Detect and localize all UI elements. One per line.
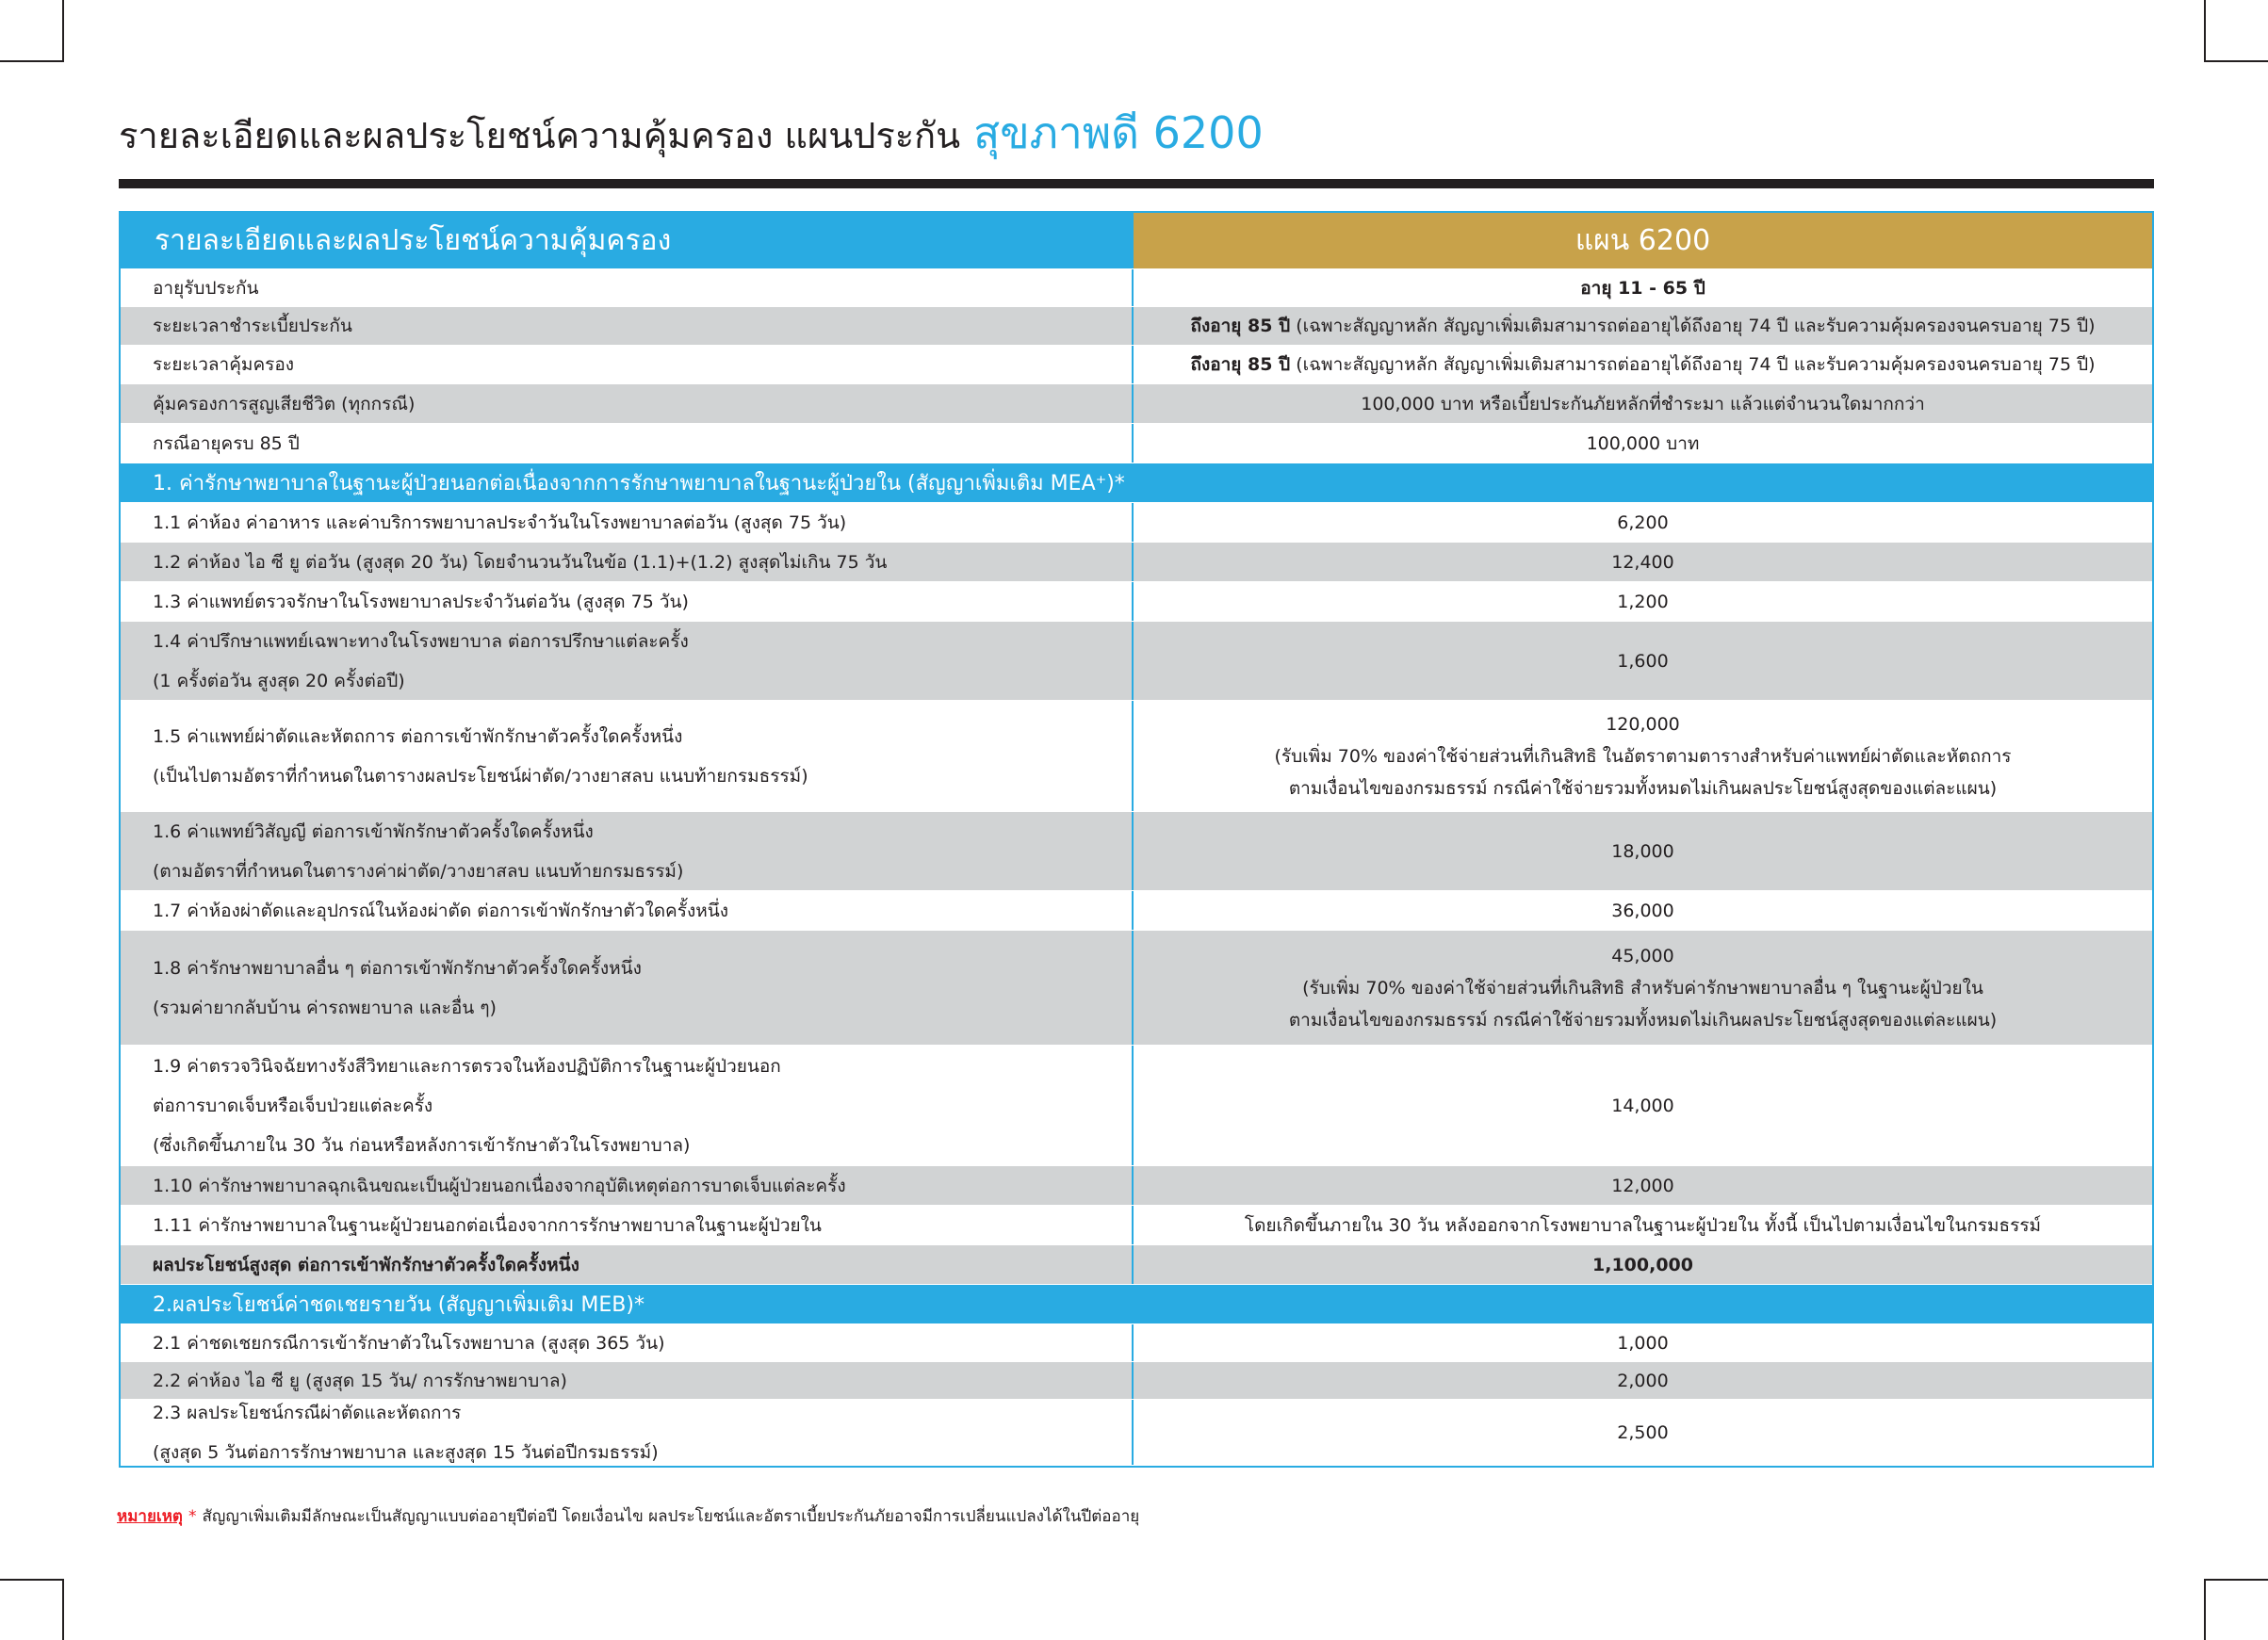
page-title-main: รายละเอียดและผลประโยชน์ความคุ้มครอง แผนประกัน bbox=[119, 115, 961, 156]
crop-mark-top-right bbox=[2204, 0, 2206, 62]
row-value-cell bbox=[1134, 1400, 2152, 1465]
row-label-cell bbox=[121, 582, 1134, 621]
footnote-text: สัญญาเพิ่มเติมมีลักษณะเป็นสัญญาแบบต่ออายุปีต่อปี โดยเงื่อนไข ผลประโยชน์และอัตราเบี้ยประกันภัยอาจมีการเปลี่ยนแปลงได้ในปีต่ออายุ bbox=[202, 1507, 1140, 1526]
row-value-bold: ถึงอายุ 85 ปี bbox=[1190, 354, 1291, 375]
header-plan: แผน 6200 bbox=[1134, 213, 2152, 268]
row-label: 1.4 ค่าปรึกษาแพทย์เฉพาะทางในโรงพยาบาล ต่อการปรึกษาแต่ละครั้ง bbox=[153, 630, 689, 652]
table-row bbox=[121, 269, 2152, 307]
row-value: 6,200 bbox=[1617, 511, 1669, 533]
row-value-cell bbox=[1134, 1166, 2152, 1205]
row-value-bold: ถึงอายุ 85 ปี bbox=[1190, 316, 1291, 336]
row-value: (รับเพิ่ม 70% ของค่าใช้จ่ายส่วนที่เกินสิทธิ สำหรับค่ารักษาพยาบาลอื่น ๆ ในฐานะผู้ป่วยใน bbox=[1302, 977, 1983, 999]
row-label: 1.9 ค่าตรวจวินิจฉัยทางรังสีวิทยาและการตรวจในห้องปฏิบัติการในฐานะผู้ป่วยนอก bbox=[153, 1055, 781, 1077]
row-label: ระยะเวลาชำระเบี้ยประกัน bbox=[153, 316, 352, 336]
crop-mark-bottom-left bbox=[0, 1579, 64, 1581]
footnote-asterisk: * bbox=[188, 1507, 197, 1526]
row-label: 2.2 ค่าห้อง ไอ ซี ยู (สูงสุด 15 วัน/ การรักษาพยาบาล) bbox=[153, 1370, 567, 1391]
row-label-cell bbox=[121, 307, 1134, 345]
row-value: 2,000 bbox=[1617, 1370, 1669, 1391]
crop-mark-bottom-right bbox=[2204, 1579, 2206, 1640]
row-label: 1.7 ค่าห้องผ่าตัดและอุปกรณ์ในห้องผ่าตัด ต่อการเข้าพักรักษาตัวใดครั้งหนึ่ง bbox=[153, 900, 729, 921]
section-1-header bbox=[121, 463, 2152, 503]
row-label: 1.2 ค่าห้อง ไอ ซี ยู ต่อวัน (สูงสุด 20 วัน) โดยจำนวนวันในข้อ (1.1)+(1.2) สูงสุดไม่เกิน 75 วัน bbox=[153, 551, 888, 573]
row-value: (รับเพิ่ม 70% ของค่าใช้จ่ายส่วนที่เกินสิทธิ ในอัตราตามตารางสำหรับค่าแพทย์ผ่าตัดและหัตถการ bbox=[1274, 745, 2012, 767]
page-title bbox=[119, 99, 1264, 165]
row-label: กรณีอายุครบ 85 ปี bbox=[153, 432, 300, 454]
max-benefit-label: ผลประโยชน์สูงสุด ต่อการเข้าพักรักษาตัวครั้งใดครั้งหนึ่ง bbox=[153, 1254, 579, 1275]
crop-mark-top-left bbox=[62, 0, 64, 62]
row-label-cell bbox=[121, 622, 1134, 700]
row-label: (1 ครั้งต่อวัน สูงสุด 20 ครั้งต่อปี) bbox=[153, 670, 405, 691]
row-label-cell bbox=[121, 424, 1134, 463]
row-value-cell bbox=[1134, 503, 2152, 542]
max-benefit-value: 1,100,000 bbox=[1592, 1254, 1693, 1275]
row-label-cell bbox=[121, 346, 1134, 383]
table-row bbox=[121, 1324, 2152, 1362]
row-value-cell bbox=[1134, 931, 2152, 1045]
row-value: 2,500 bbox=[1617, 1421, 1669, 1443]
row-value: 12,000 bbox=[1611, 1175, 1674, 1196]
table-row bbox=[121, 503, 2152, 543]
table-row bbox=[121, 1046, 2152, 1166]
row-value-cell bbox=[1134, 424, 2152, 463]
row-label-cell bbox=[121, 931, 1134, 1045]
row-value-text: (เฉพาะสัญญาหลัก สัญญาเพิ่มเติมสามารถต่ออายุได้ถึงอายุ 74 ปี และรับความคุ้มครองจนครบอายุ 75 ปี) bbox=[1290, 316, 2096, 336]
table-row bbox=[121, 812, 2152, 891]
table-row bbox=[121, 1166, 2152, 1206]
row-label: 1.1 ค่าห้อง ค่าอาหาร และค่าบริการพยาบาลประจำวันในโรงพยาบาลต่อวัน (สูงสุด 75 วัน) bbox=[153, 511, 847, 533]
row-value-cell bbox=[1134, 269, 2152, 306]
row-value-cell bbox=[1134, 701, 2152, 811]
table-row bbox=[121, 622, 2152, 701]
row-value-cell bbox=[1134, 891, 2152, 930]
row-value-cell bbox=[1134, 582, 2152, 621]
row-label-cell bbox=[121, 891, 1134, 930]
row-label-cell bbox=[121, 812, 1134, 890]
row-label: 2.1 ค่าชดเชยกรณีการเข้ารักษาตัวในโรงพยาบาล (สูงสุด 365 วัน) bbox=[153, 1332, 665, 1354]
row-label: ระยะเวลาคุ้มครอง bbox=[153, 354, 295, 375]
coverage-table bbox=[119, 211, 2154, 1468]
row-label-cell bbox=[121, 384, 1134, 423]
row-value bbox=[1361, 388, 1925, 420]
row-label: อายุรับประกัน bbox=[153, 277, 259, 299]
table-row bbox=[121, 1206, 2152, 1245]
row-label: 1.10 ค่ารักษาพยาบาลฉุกเฉินขณะเป็นผู้ป่วยนอกเนื่องจากอุบัติเหตุต่อการบาดเจ็บแต่ละครั้ง bbox=[153, 1175, 846, 1196]
row-value bbox=[1190, 310, 2095, 342]
table-row bbox=[121, 384, 2152, 424]
table-row bbox=[121, 346, 2152, 384]
row-label: 2.3 ผลประโยชน์กรณีผ่าตัดและหัตถการ bbox=[153, 1402, 462, 1423]
crop-mark-bottom-right bbox=[2204, 1579, 2268, 1581]
max-benefit-value-cell bbox=[1134, 1245, 2152, 1284]
table-row bbox=[121, 582, 2152, 622]
row-label: 1.5 ค่าแพทย์ผ่าตัดและหัตถการ ต่อการเข้าพักรักษาตัวครั้งใดครั้งหนึ่ง bbox=[153, 725, 683, 747]
row-label: (ตามอัตราที่กำหนดในตารางค่าผ่าตัด/วางยาสลบ แนบท้ายกรมธรรม์) bbox=[153, 860, 684, 882]
row-value-cell bbox=[1134, 1362, 2152, 1399]
row-value: 1,600 bbox=[1617, 650, 1669, 672]
row-value-cell bbox=[1134, 1324, 2152, 1361]
section-title: 2.ผลประโยชน์ค่าชดเชยรายวัน (สัญญาเพิ่มเติม MEB)* bbox=[153, 1293, 645, 1317]
row-value-cell bbox=[1134, 1046, 2152, 1165]
row-value-cell bbox=[1134, 622, 2152, 700]
row-value: 1,000 bbox=[1617, 1332, 1669, 1354]
table-row bbox=[121, 543, 2152, 582]
row-value: 12,400 bbox=[1611, 551, 1674, 573]
table-row bbox=[121, 891, 2152, 931]
table-row bbox=[121, 307, 2152, 346]
header-details: รายละเอียดและผลประโยชน์ความคุ้มครอง bbox=[121, 213, 1134, 268]
row-label: คุ้มครองการสูญเสียชีวิต (ทุกกรณี) bbox=[153, 393, 416, 414]
row-label: 1.8 ค่ารักษาพยาบาลอื่น ๆ ต่อการเข้าพักรักษาตัวครั้งใดครั้งหนึ่ง bbox=[153, 957, 642, 979]
row-value: ตามเงื่อนไขของกรมธรรม์ กรณีค่าใช้จ่ายรวมทั้งหมดไม่เกินผลประโยชน์สูงสุดของแต่ละแผน) bbox=[1288, 1009, 1998, 1031]
table-header-row bbox=[121, 213, 2152, 269]
table-body bbox=[121, 269, 2152, 1466]
footnote bbox=[117, 1503, 1139, 1529]
row-value: 14,000 bbox=[1611, 1095, 1674, 1116]
row-value-cell bbox=[1134, 346, 2152, 383]
row-value bbox=[1190, 349, 2095, 381]
table-row bbox=[121, 424, 2152, 463]
row-label-cell bbox=[121, 1206, 1134, 1244]
row-value-text: 100,000 บาท bbox=[1586, 432, 1700, 454]
row-label: (เป็นไปตามอัตราที่กำหนดในตารางผลประโยชน์ผ่าตัด/วางยาสลบ แนบท้ายกรมธรรม์) bbox=[153, 765, 808, 787]
row-value: 120,000 bbox=[1606, 713, 1680, 735]
row-value: 18,000 bbox=[1611, 840, 1674, 862]
row-label-cell bbox=[121, 1400, 1134, 1465]
row-value: ตามเงื่อนไขของกรมธรรม์ กรณีค่าใช้จ่ายรวมทั้งหมดไม่เกินผลประโยชน์สูงสุดของแต่ละแผน) bbox=[1288, 777, 1998, 799]
footnote-title: หมายเหตุ bbox=[117, 1507, 183, 1526]
crop-mark-top-right bbox=[2204, 60, 2268, 62]
row-label: (รวมค่ายากลับบ้าน ค่ารถพยาบาล และอื่น ๆ) bbox=[153, 997, 497, 1018]
page-title-plan: สุขภาพดี 6200 bbox=[973, 107, 1264, 158]
row-label: 1.11 ค่ารักษาพยาบาลในฐานะผู้ป่วยนอกต่อเนื่องจากการรักษาพยาบาลในฐานะผู้ป่วยใน bbox=[153, 1214, 822, 1236]
row-label-cell bbox=[121, 543, 1134, 581]
row-value-text: 100,000 บาท หรือเบี้ยประกันภัยหลักที่ชำระมา แล้วแต่จำนวนใดมากกว่า bbox=[1361, 393, 1925, 414]
row-value bbox=[1580, 272, 1705, 304]
row-value: โดยเกิดขึ้นภายใน 30 วัน หลังออกจากโรงพยาบาลในฐานะผู้ป่วยใน ทั้งนี้ เป็นไปตามเงื่อนไขในกรมธรรม์ bbox=[1244, 1214, 2042, 1236]
row-value-bold: อายุ 11 - 65 ปี bbox=[1580, 277, 1705, 299]
row-label: (สูงสุด 5 วันต่อการรักษาพยาบาล และสูงสุด 15 วันต่อปีกรมธรรม์) bbox=[153, 1441, 659, 1463]
row-value-cell bbox=[1134, 812, 2152, 890]
row-value-cell bbox=[1134, 543, 2152, 581]
row-value: 45,000 bbox=[1611, 945, 1674, 966]
table-row bbox=[121, 701, 2152, 812]
row-label-cell bbox=[121, 1046, 1134, 1165]
row-value-text: (เฉพาะสัญญาหลัก สัญญาเพิ่มเติมสามารถต่ออายุได้ถึงอายุ 74 ปี และรับความคุ้มครองจนครบอายุ 75 ปี) bbox=[1290, 354, 2096, 375]
row-label: (ซึ่งเกิดขึ้นภายใน 30 วัน ก่อนหรือหลังการเข้ารักษาตัวในโรงพยาบาล) bbox=[153, 1134, 691, 1156]
row-label-cell bbox=[121, 503, 1134, 542]
section-2-header bbox=[121, 1285, 2152, 1324]
max-benefit-label-cell bbox=[121, 1245, 1134, 1284]
row-value bbox=[1587, 428, 1700, 460]
row-value-cell bbox=[1134, 384, 2152, 423]
section-title: 1. ค่ารักษาพยาบาลในฐานะผู้ป่วยนอกต่อเนื่องจากการรักษาพยาบาลในฐานะผู้ป่วยใน (สัญญาเพิ่มเติม MEA⁺)* bbox=[153, 472, 1125, 495]
crop-mark-bottom-left bbox=[62, 1579, 64, 1640]
row-value: 36,000 bbox=[1611, 900, 1674, 921]
row-label-cell bbox=[121, 1324, 1134, 1361]
row-label: 1.3 ค่าแพทย์ตรวจรักษาในโรงพยาบาลประจำวันต่อวัน (สูงสุด 75 วัน) bbox=[153, 591, 689, 612]
row-label: ต่อการบาดเจ็บหรือเจ็บป่วยแต่ละครั้ง bbox=[153, 1095, 433, 1116]
row-label: 1.6 ค่าแพทย์วิสัญญี ต่อการเข้าพักรักษาตัวครั้งใดครั้งหนึ่ง bbox=[153, 820, 594, 842]
row-label-cell bbox=[121, 1166, 1134, 1205]
row-value-cell bbox=[1134, 307, 2152, 345]
row-value-cell bbox=[1134, 1206, 2152, 1244]
table-row bbox=[121, 931, 2152, 1046]
max-benefit-row bbox=[121, 1245, 2152, 1285]
table-row bbox=[121, 1400, 2152, 1466]
title-rule bbox=[119, 179, 2154, 188]
row-label-cell bbox=[121, 269, 1134, 306]
row-value: 1,200 bbox=[1617, 591, 1669, 612]
crop-mark-top-left bbox=[0, 60, 64, 62]
row-label-cell bbox=[121, 701, 1134, 811]
